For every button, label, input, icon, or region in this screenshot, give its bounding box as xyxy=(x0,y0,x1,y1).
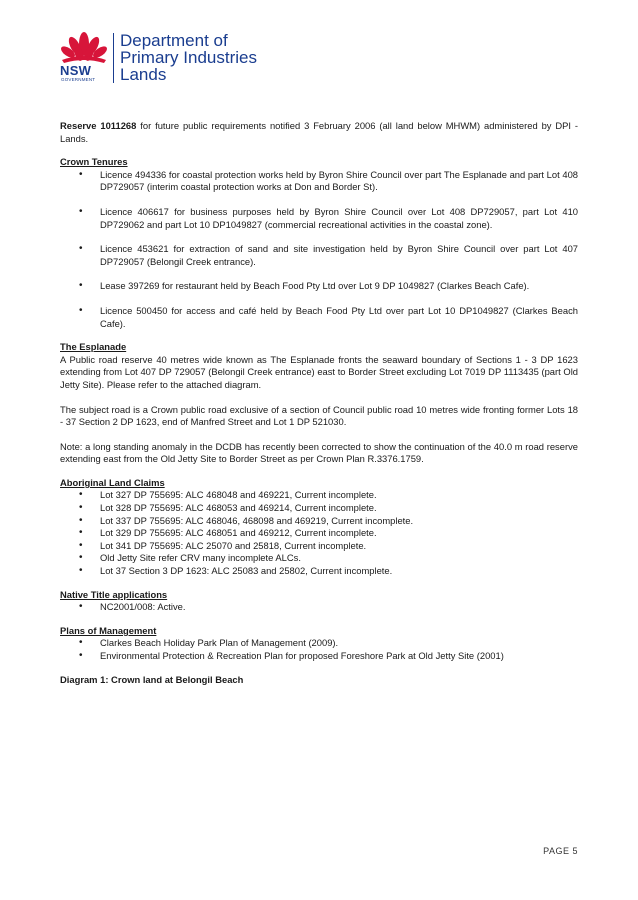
diagram-caption: Diagram 1: Crown land at Belongil Beach xyxy=(60,673,244,685)
list-item: • Environmental Protection & Recreation Plan for proposed Foreshore Park at Old Jetty Site (2001) xyxy=(60,650,578,663)
department-line-3: Lands xyxy=(120,65,167,84)
department-line-1: Department of xyxy=(120,31,228,50)
plans-of-management-list xyxy=(60,637,578,662)
native-title-heading: Native Title applications xyxy=(60,588,168,600)
crown-tenures-heading: Crown Tenures xyxy=(60,156,128,168)
page-number: PAGE 5 xyxy=(543,846,578,856)
esplanade-heading: The Esplanade xyxy=(60,341,127,353)
list-item: • Licence 494336 for coastal protection works held by Byron Shire Council over part The Esplanade and part Lot 408 DP729057 (interim coastal protection works at Don and Border St). xyxy=(60,169,578,194)
list-item: • Lot 37 Section 3 DP 1623: ALC 25083 and 25802, Current incomplete. xyxy=(60,565,578,578)
list-item: • Licence 453621 for extraction of sand and site investigation held by Byron Shire Council over part Lot 407 DP729057 (Belongil Creek entrance). xyxy=(60,243,578,268)
document-body xyxy=(60,120,578,686)
esplanade-paragraph-3: Note: a long standing anomaly in the DCDB has recently been corrected to show the continuation of the 40.0 m road reserve extending east from the Old Jetty Site to Border Street as per Crown Plan R.3376.1759. xyxy=(60,440,578,465)
aboriginal-land-claims-list xyxy=(60,489,578,577)
reserve-label: Reserve 1011268 xyxy=(60,120,137,131)
list-item: • Lot 327 DP 755695: ALC 468048 and 469221, Current incomplete. xyxy=(60,489,578,502)
list-item: • Clarkes Beach Holiday Park Plan of Management (2009). xyxy=(60,637,578,650)
esplanade-paragraph-2: The subject road is a Crown public road exclusive of a section of Council public road 10 metres wide fronting former Lots 18 - 37 Section 2 DP 1623, end of Manfred Street and Lot 1 DP 521030. xyxy=(60,403,578,428)
logo-nsw-text: NSW xyxy=(60,63,92,78)
list-item: • NC2001/008: Active. xyxy=(60,601,578,614)
department-name xyxy=(120,32,257,83)
department-line-2: Primary Industries xyxy=(120,48,257,67)
list-item: • Lease 397269 for restaurant held by Beach Food Pty Ltd over Lot 9 DP 1049827 (Clarkes Beach Cafe). xyxy=(60,280,578,293)
list-item: • Lot 337 DP 755695: ALC 468046, 468098 and 469219, Current incomplete. xyxy=(60,515,578,528)
logo-divider xyxy=(113,33,114,83)
list-item: • Old Jetty Site refer CRV many incomplete ALCs. xyxy=(60,552,578,565)
list-item: • Lot 328 DP 755695: ALC 468053 and 469214, Current incomplete. xyxy=(60,502,578,515)
reserve-paragraph xyxy=(60,120,578,145)
native-title-list xyxy=(60,601,578,614)
list-item: • Lot 329 DP 755695: ALC 468051 and 469212, Current incomplete. xyxy=(60,527,578,540)
esplanade-paragraph-1: A Public road reserve 40 metres wide known as The Esplanade fronts the seaward boundary of Sections 1 - 3 DP 1623 extending from Lot 407 DP 729057 (Belongil Creek entrance) east to Border Street excluding Lot 7019 DP 1113435 (part Old Jetty Site). Please refer to the attached diagram. xyxy=(60,353,578,390)
reserve-text: for future public requirements notified 3 February 2006 (all land below MHWM) administered by DPI - Lands. xyxy=(60,120,579,144)
nsw-dpi-lands-logo xyxy=(58,30,288,86)
list-item: • Licence 406617 for business purposes held by Byron Shire Council over Lot 408 DP729057, part Lot 410 DP729062 and part Lot 10 DP1049827 (commercial recreational activities in the coastal zone). xyxy=(60,206,578,231)
logo-government-text: GOVERNMENT xyxy=(61,77,96,82)
list-item: • Lot 341 DP 755695: ALC 25070 and 25818, Current incomplete. xyxy=(60,540,578,553)
plans-of-management-heading: Plans of Management xyxy=(60,624,157,636)
list-item: • Licence 500450 for access and café held by Beach Food Pty Ltd over part Lot 10 DP1049827 (Clarkes Beach Cafe). xyxy=(60,305,578,330)
crown-tenures-list xyxy=(60,169,578,330)
aboriginal-land-claims-heading: Aboriginal Land Claims xyxy=(60,476,165,488)
